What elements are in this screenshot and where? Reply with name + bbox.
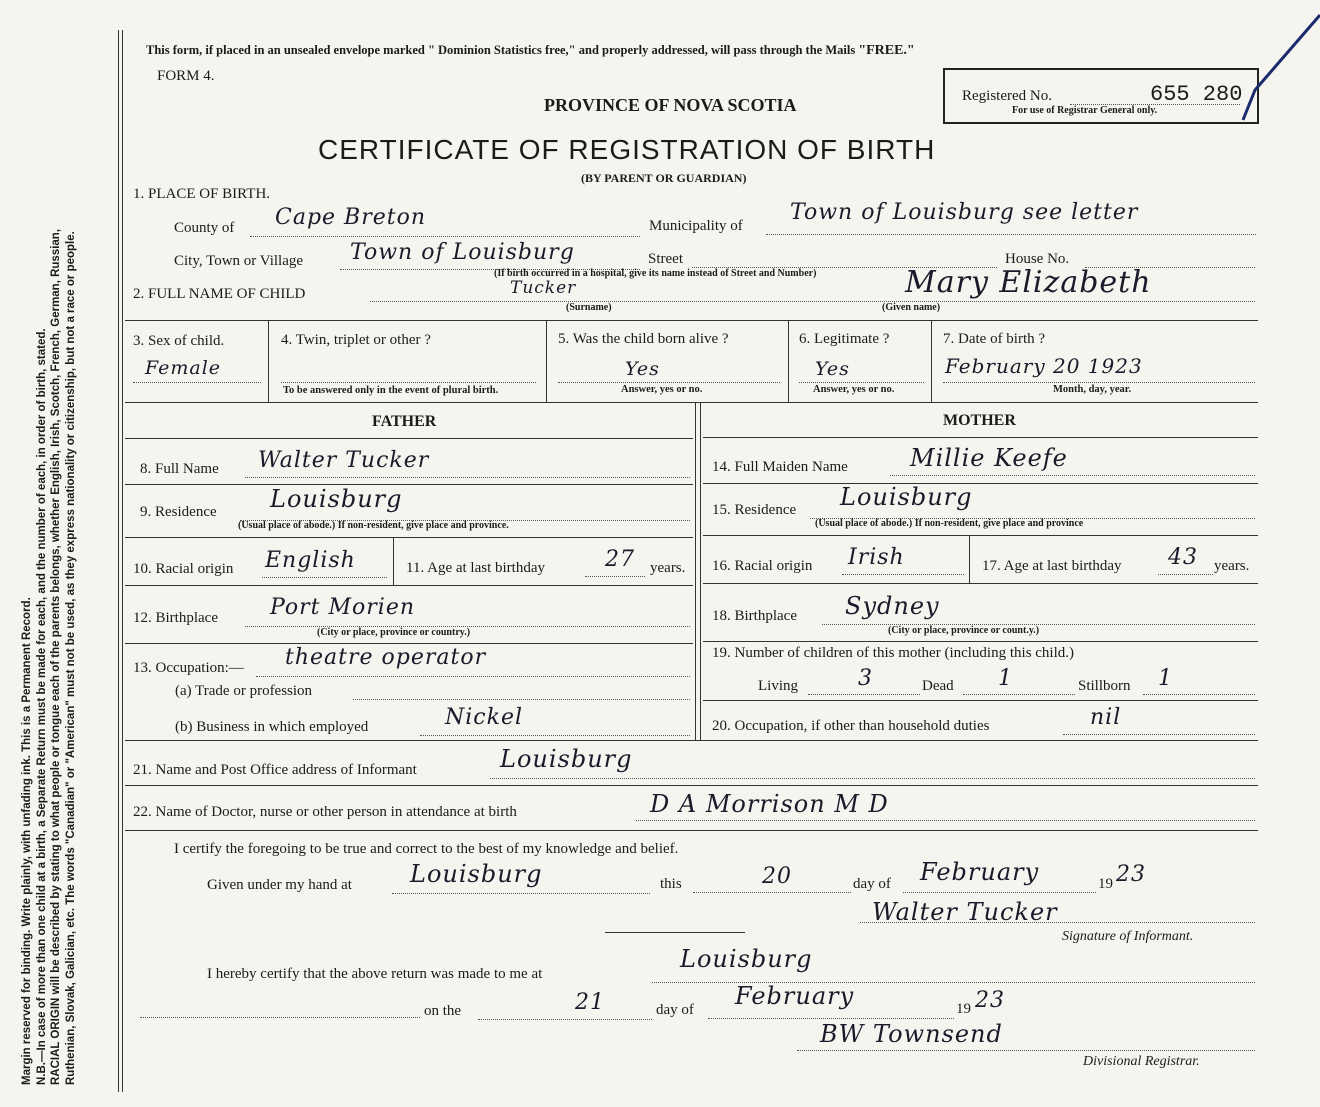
legit-label: 6. Legitimate ? [799,331,890,347]
twin-label: 4. Twin, triplet or other ? [281,332,431,348]
dead-label: Dead [922,678,954,694]
father-birthplace-label: 12. Birthplace [133,610,218,626]
stillborn-label: Stillborn [1078,678,1131,694]
this-label: this [660,876,682,892]
informant-value: Louisburg [500,745,633,773]
certificate-title: CERTIFICATE OF REGISTRATION OF BIRTH [318,134,936,165]
mother-occupation-label: 20. Occupation, if other than household duties [712,718,990,734]
business-label: (b) Business in which employed [175,719,369,735]
given-under-label: Given under my hand at [207,877,352,893]
father-age-label: 11. Age at last birthday [406,560,545,576]
father-residence-value: Louisburg [270,485,403,513]
mother-birthplace-label: 18. Birthplace [712,608,797,624]
year-prefix: 19 [1098,876,1113,892]
mail-notice-text: This form, if placed in an unsealed envelope marked " Dominion Statistics free," and properly addressed, will pass through the Mails [146,43,859,57]
father-age-value: 27 [605,547,635,572]
mother-residence-note: (Usual place of abode.) If non-resident, give place and province [815,518,1084,529]
father-residence-note: (Usual place of abode.) If non-resident, give place and province. [238,520,509,531]
certify-statement: I certify the foregoing to be true and correct to the best of my knowledge and belief. [174,841,679,857]
given-note: (Given name) [882,302,941,313]
registrar-signature: BW Townsend [820,1020,1003,1048]
father-occupation-value: theatre operator [285,645,487,670]
year-value: 23 [1116,862,1146,887]
informant-label: 21. Name and Post Office address of Informant [133,762,417,778]
registered-label: Registered No. [962,88,1052,104]
city-value: Town of Louisburg [350,240,575,265]
county-value: Cape Breton [275,205,427,230]
registrar-place-value: Louisburg [680,945,813,973]
living-value: 3 [858,666,873,691]
margin-instructions [20,10,120,1095]
mail-notice-free: "FREE." [858,43,915,58]
sex-label: 3. Sex of child. [133,333,225,349]
registration-year-value: 23 [975,988,1005,1013]
father-race-value: English [265,548,356,573]
mail-notice [146,43,915,59]
child-name-label: 2. FULL NAME OF CHILD [133,286,306,302]
mother-occupation-value: nil [1090,705,1122,730]
hospital-note: (If birth occurred in a hospital, give its name instead of Street and Number) [494,268,817,279]
divisional-registrar-label: Divisional Registrar. [1083,1054,1200,1069]
living-label: Living [758,678,798,694]
father-race-label: 10. Racial origin [133,561,234,577]
margin-line-1: Margin reserved for binding. Write plainly, with unfading ink. This is a Permanent Record. [21,597,33,1085]
doctor-value: D A Morrison M D [650,790,889,818]
municipality-value: Town of Louisburg see letter [790,200,1139,225]
registration-day-of-label: day of [656,1002,694,1018]
legit-note: Answer, yes or no. [813,384,895,395]
father-heading: FATHER [372,413,437,430]
margin-line-4: Ruthenian, Slovak, Galician, etc. The words "Canadian" or "American" must not be used, as they express nationality or citizenship, but not a race or people. [64,231,77,1085]
given-place-value: Louisburg [410,860,543,888]
dob-note: Month, day, year. [1053,384,1132,395]
registered-number: 655 280 [1150,82,1243,107]
informant-signature: Walter Tucker [872,898,1058,926]
place-heading: 1. PLACE OF BIRTH. [133,186,271,202]
child-given-value: Mary Elizabeth [905,265,1152,300]
day-of-label: day of [853,876,891,892]
county-label: County of [174,220,235,236]
mother-residence-label: 15. Residence [712,502,797,518]
mother-name-value: Millie Keefe [910,444,1068,472]
father-name-value: Walter Tucker [258,448,430,473]
mother-age-value: 43 [1168,545,1198,570]
sex-value: Female [145,357,222,379]
day-value: 20 [762,864,792,889]
dead-value: 1 [998,666,1013,691]
father-occupation-label: 13. Occupation:— [133,660,244,676]
father-birthplace-value: Port Morien [270,595,416,620]
mother-heading: MOTHER [943,412,1016,429]
dob-label: 7. Date of birth ? [943,331,1046,347]
legit-value: Yes [815,358,850,380]
mother-birthplace-value: Sydney [845,592,940,620]
father-name-label: 8. Full Name [140,461,219,477]
house-label: House No. [1005,251,1070,267]
municipality-label: Municipality of [649,218,743,234]
mother-residence-value: Louisburg [840,483,973,511]
mother-race-label: 16. Racial origin [712,558,813,574]
mother-age-unit: years. [1214,558,1250,574]
doctor-label: 22. Name of Doctor, nurse or other person in attendance at birth [133,804,517,820]
surname-note: (Surname) [566,302,612,313]
father-birthplace-note: (City or place, province or country.) [317,627,471,638]
mother-name-label: 14. Full Maiden Name [712,459,848,475]
city-label: City, Town or Village [174,253,304,269]
father-age-unit: years. [650,560,686,576]
street-label: Street [648,251,683,267]
alive-label: 5. Was the child born alive ? [558,331,729,347]
month-value: February [920,858,1040,886]
certificate-subtitle: (BY PARENT OR GUARDIAN) [581,171,747,185]
registrar-note: For use of Registrar General only. [1012,105,1158,116]
margin-line-3: RACIAL ORIGIN will be described by stating to what people or tongue each of the parents belongs, whether English, Irish, Scotch, French, German, Russian, [50,228,62,1085]
mother-race-value: Irish [848,545,905,570]
on-the-label: on the [424,1003,462,1019]
trade-label: (a) Trade or profession [175,683,313,699]
mother-age-label: 17. Age at last birthday [982,558,1122,574]
registration-month-value: February [735,982,855,1010]
child-surname-value: Tucker [510,278,577,298]
registration-year-prefix: 19 [956,1001,971,1017]
province-heading: PROVINCE OF NOVA SCOTIA [544,95,797,115]
dob-value: February 20 1923 [945,354,1143,378]
stillborn-value: 1 [1158,666,1173,691]
children-count-label: 19. Number of children of this mother (including this child.) [712,645,1075,661]
twin-note: To be answered only in the event of plural birth. [283,385,499,396]
form-number: FORM 4. [157,68,215,84]
check-mark-icon [1235,10,1320,125]
mother-birthplace-note: (City or place, province or count.y.) [888,625,1040,636]
signature-label: Signature of Informant. [1062,929,1194,944]
father-residence-label: 9. Residence [140,504,217,520]
alive-value: Yes [625,358,660,380]
margin-line-2: N.B.—In case of more than one child at a birth, a Separate Return must be made for each, and the number of each, in order of birth, stated. [35,328,48,1085]
registrar-statement: I hereby certify that the above return was made to me at [207,966,543,982]
business-value: Nickel [445,705,523,730]
registration-day-value: 21 [575,990,605,1015]
alive-note: Answer, yes or no. [621,384,703,395]
